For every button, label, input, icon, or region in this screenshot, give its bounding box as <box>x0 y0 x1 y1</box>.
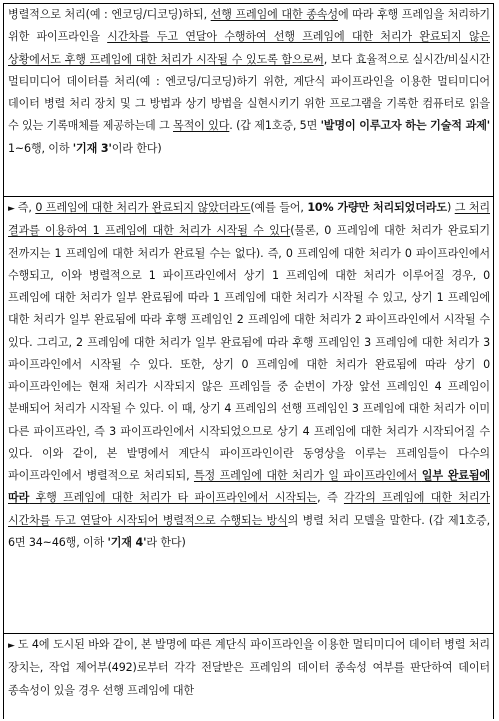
underlined-text: 후행 프레임에 대한 처리가 타 파이프라인에서 시작되는 <box>29 491 318 505</box>
bold-underlined-text: 일부 완료됨에 따라 <box>8 469 490 505</box>
underlined-text: 특정 프레임에 대한 처리가 일 파이프라인에서 <box>193 469 422 482</box>
paragraph-2 <box>8 197 490 554</box>
text-span: 즉, <box>17 201 36 214</box>
bold-text: 10% 가량만 처리되었더라도 <box>307 201 447 214</box>
text-span: 도 4에 도시된 바와 같이, 본 발명에 따른 계단식 파이프라인을 이용한 멀티미디어 데이터 병렬 처리 장치는, 작업 제어부(492)로부터 각각 전달받은 프레임의 데이터 종속성 여부를 판단하여 데이터 종속성이 있을 경우 선행 프레임에 대한 <box>8 638 490 697</box>
underlined-text: 0 프레임에 대한 처리가 완료되지 않았더라도 <box>35 201 251 214</box>
underlined-text: 선행 프레임에 대한 종속성 <box>210 8 338 21</box>
paragraph-3 <box>8 634 490 702</box>
underlined-text: 시간차를 두고 연달아 수행하여 선행 프레임에 대한 처리가 완료되지 않은 상황에서도 후행 프레임에 대한 처리가 시작될 수 있도록 함으로써 <box>8 30 490 66</box>
text-span: , 보다 효율적으로 실시간/비실시간 멀티미디어 데이터를 처리(예 : 엔코딩/디코딩)하기 위한, 계단식 파이프라인을 이용한 멀티미디어 데이터 병렬 처리 장치 및 그 방법과 상기 방법을 실현시키기 위한 프로그램을 기록한 컴퓨터로 읽을 수 있는 기록매체를 제공하는데 그 <box>8 52 490 133</box>
text-span: 에 따라 후행 프레임을 처리하기 위한 파이프라인을 <box>8 8 490 44</box>
text-span: (예를 들어, <box>250 201 308 214</box>
text-span: 의 병렬 처리 모델을 말한다. (갑 제1호증, 6면 34~46행, 이하 <box>8 513 490 549</box>
text-span: , 즉 <box>317 491 344 505</box>
text-span: . (갑 제1호증, 5면 <box>229 119 321 133</box>
text-span: ) <box>446 201 455 214</box>
text-span: 병렬적으로 처리(예 : 엔코딩/디코딩)하되, <box>8 8 211 21</box>
text-span: 1~6행, 이하 <box>8 141 73 155</box>
underlined-text: 그 처리 결과를 이용하여 1 프레임에 대한 처리가 시작될 수 있다 <box>8 201 491 238</box>
text-span: (물론, 0 프레임에 대한 처리가 완료되기 전까지는 1 프레임에 대한 처리가 완료될 수는 없다). 즉, 0 프레임에 대한 처리가 0 파이프라인에서 수행되고, 이와 병렬적으로 1 파이프라인에서 상기 1 프레임에 대한 처리가 이루어질 경우, 0 프레임에 대한 처리가 일부 완료됨에 따라 1 프레임에 대한 처리가 시작될 수 있고, 상기 1 프레임에 대한 처리가 일부 완료됨에 따라 후행 프레임인 2 프레임에 대한 처리가 2 파이프라인에서 시작될 수 있다. 그리고, 2 프레임에 대한 처리가 일부 완료됨에 따라 후행 프레임인 3 프레임에 대한 처리가 3 파이프라인에서 시작될 수 있다. 또한, 상기 0 프레임에 대한 처리가 완료됨에 따라 상기 0 파이프라인에는 현재 처리가 시작되지 않은 프레임들 중 순번이 가장 앞선 프레임인 4 프레임이 분배되어 처리가 시작될 수 있다. 이 때, 상기 4 프레임의 선행 프레임인 3 프레임에 대한 처리가 이미 다른 파이프라인, 즉 3 파이프라인에서 시작되었으므로 상기 4 프레임에 대한 처리가 시작되어질 수 있다. 이와 같이, 본 발명에서 계단식 파이프라인이란 동영상을 이루는 프레임들이 다수의 파이프라인에서 병렬적으로 처리되되, <box>8 224 490 482</box>
underlined-text: 목적이 있다 <box>173 119 230 133</box>
underlined-text: 각각의 프레임에 대한 처리가 시간차를 두고 연달아 시작되어 병렬적으로 수행되는 방식 <box>8 491 491 527</box>
bold-text: '발명이 이루고자 하는 기술적 과제' <box>320 119 491 133</box>
bullet-icon: ► <box>8 204 15 214</box>
bold-text: '기재 3' <box>72 141 112 155</box>
text-span: 라 한다) <box>146 535 186 549</box>
bold-text: '기재 4' <box>107 535 147 549</box>
bullet-icon: ► <box>8 641 15 651</box>
text-span: 이라 한다) <box>111 141 162 155</box>
paragraph-1 <box>8 4 490 160</box>
